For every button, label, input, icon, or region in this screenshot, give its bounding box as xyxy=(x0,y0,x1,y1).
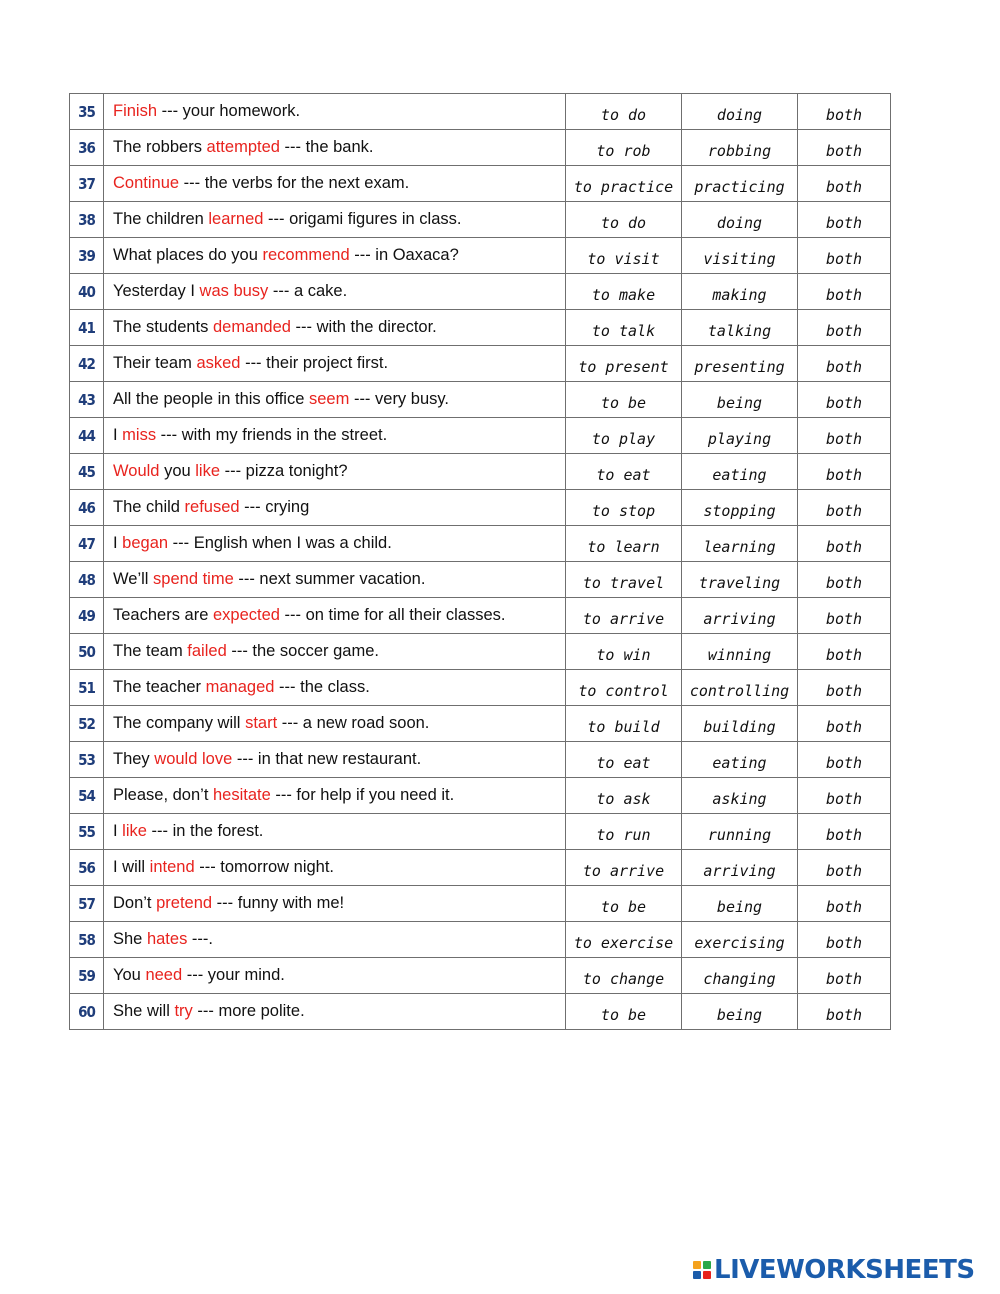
question-sentence xyxy=(104,922,566,958)
option-gerund[interactable]: eating xyxy=(682,742,798,778)
highlighted-verb: was busy xyxy=(199,282,269,300)
logo-square xyxy=(703,1271,711,1279)
question-number: 60 xyxy=(70,994,104,1030)
option-infinitive[interactable]: to talk xyxy=(566,310,682,346)
question-sentence xyxy=(104,598,566,634)
question-sentence xyxy=(104,490,566,526)
highlighted-verb: miss xyxy=(122,426,157,444)
option-infinitive[interactable]: to stop xyxy=(566,490,682,526)
question-row xyxy=(70,886,891,922)
option-infinitive[interactable]: to arrive xyxy=(566,598,682,634)
option-both[interactable]: both xyxy=(798,634,891,670)
option-infinitive[interactable]: to do xyxy=(566,94,682,130)
option-gerund[interactable]: being xyxy=(682,886,798,922)
highlighted-verb: attempted xyxy=(206,138,280,156)
question-sentence xyxy=(104,634,566,670)
sentence-text: --- a cake. xyxy=(268,282,348,300)
question-sentence xyxy=(104,202,566,238)
question-sentence xyxy=(104,274,566,310)
option-infinitive[interactable]: to be xyxy=(566,382,682,418)
question-row xyxy=(70,202,891,238)
option-both[interactable]: both xyxy=(798,778,891,814)
option-both[interactable]: both xyxy=(798,238,891,274)
question-row xyxy=(70,634,891,670)
option-gerund[interactable]: controlling xyxy=(682,670,798,706)
option-infinitive[interactable]: to run xyxy=(566,814,682,850)
option-both[interactable]: both xyxy=(798,598,891,634)
sentence-text: They xyxy=(113,750,155,768)
question-sentence xyxy=(104,346,566,382)
highlighted-verb: refused xyxy=(184,498,240,516)
question-sentence xyxy=(104,382,566,418)
question-number: 39 xyxy=(70,238,104,274)
option-infinitive[interactable]: to practice xyxy=(566,166,682,202)
liveworksheets-logo-icon xyxy=(693,1261,711,1279)
sentence-text: The company will xyxy=(113,714,246,732)
option-gerund[interactable]: building xyxy=(682,706,798,742)
question-number: 37 xyxy=(70,166,104,202)
question-sentence xyxy=(104,94,566,130)
sentence-text: --- funny with me! xyxy=(212,894,345,912)
option-both[interactable]: both xyxy=(798,418,891,454)
question-sentence xyxy=(104,814,566,850)
option-both[interactable]: both xyxy=(798,670,891,706)
option-gerund[interactable]: doing xyxy=(682,94,798,130)
option-both[interactable]: both xyxy=(798,526,891,562)
highlighted-verb: would love xyxy=(154,750,233,768)
question-number: 57 xyxy=(70,886,104,922)
sentence-text: --- in the forest. xyxy=(146,822,264,840)
sentence-text: --- very busy. xyxy=(349,390,449,408)
option-gerund[interactable]: exercising xyxy=(682,922,798,958)
option-gerund[interactable]: arriving xyxy=(682,598,798,634)
question-number: 36 xyxy=(70,130,104,166)
sentence-text: --- next summer vacation. xyxy=(233,570,426,588)
highlighted-verb: try xyxy=(174,1002,193,1020)
sentence-text: You xyxy=(113,966,146,984)
option-both[interactable]: both xyxy=(798,706,891,742)
sentence-text: --- with my friends in the street. xyxy=(156,426,388,444)
question-number: 45 xyxy=(70,454,104,490)
option-gerund[interactable]: running xyxy=(682,814,798,850)
sentence-text: The children xyxy=(113,210,209,228)
option-both[interactable]: both xyxy=(798,958,891,994)
question-sentence xyxy=(104,886,566,922)
option-infinitive[interactable]: to be xyxy=(566,994,682,1030)
option-gerund[interactable]: winning xyxy=(682,634,798,670)
highlighted-verb: Continue xyxy=(113,174,180,192)
sentence-text: I xyxy=(113,426,123,444)
sentence-text: Yesterday I xyxy=(113,282,200,300)
question-row xyxy=(70,670,891,706)
option-infinitive[interactable]: to be xyxy=(566,886,682,922)
question-row xyxy=(70,130,891,166)
sentence-text: --- their project first. xyxy=(240,354,389,372)
sentence-text: Don’t xyxy=(113,894,157,912)
highlighted-verb: intend xyxy=(149,858,195,876)
option-infinitive[interactable]: to control xyxy=(566,670,682,706)
question-number: 52 xyxy=(70,706,104,742)
option-both[interactable]: both xyxy=(798,490,891,526)
question-row xyxy=(70,526,891,562)
question-number: 40 xyxy=(70,274,104,310)
option-gerund[interactable]: playing xyxy=(682,418,798,454)
sentence-text: --- pizza tonight? xyxy=(220,462,348,480)
option-infinitive[interactable]: to arrive xyxy=(566,850,682,886)
sentence-text: ---. xyxy=(187,930,213,948)
question-sentence xyxy=(104,418,566,454)
highlighted-verb: learned xyxy=(208,210,264,228)
option-both[interactable]: both xyxy=(798,562,891,598)
sentence-text: The team xyxy=(113,642,188,660)
question-number: 54 xyxy=(70,778,104,814)
highlighted-verb: start xyxy=(245,714,278,732)
highlighted-verb: need xyxy=(145,966,183,984)
option-both[interactable]: both xyxy=(798,130,891,166)
option-gerund[interactable]: eating xyxy=(682,454,798,490)
question-row xyxy=(70,598,891,634)
sentence-text: --- your homework. xyxy=(157,102,301,120)
option-gerund[interactable]: learning xyxy=(682,526,798,562)
question-number: 55 xyxy=(70,814,104,850)
question-row xyxy=(70,238,891,274)
option-infinitive[interactable]: to present xyxy=(566,346,682,382)
option-both[interactable]: both xyxy=(798,382,891,418)
question-number: 59 xyxy=(70,958,104,994)
highlighted-verb: Would xyxy=(113,462,160,480)
question-number: 53 xyxy=(70,742,104,778)
sentence-text: --- your mind. xyxy=(182,966,285,984)
highlighted-verb: Finish xyxy=(113,102,158,120)
sentence-text: you xyxy=(159,462,196,480)
question-number: 56 xyxy=(70,850,104,886)
question-number: 43 xyxy=(70,382,104,418)
sentence-text: She xyxy=(113,930,147,948)
question-number: 38 xyxy=(70,202,104,238)
sentence-text: --- tomorrow night. xyxy=(194,858,335,876)
question-sentence xyxy=(104,958,566,994)
exercise-table xyxy=(69,93,891,1030)
highlighted-verb: hates xyxy=(146,930,188,948)
option-gerund[interactable]: stopping xyxy=(682,490,798,526)
question-row xyxy=(70,994,891,1030)
highlighted-verb: failed xyxy=(187,642,227,660)
question-row xyxy=(70,814,891,850)
question-sentence xyxy=(104,994,566,1030)
question-sentence xyxy=(104,130,566,166)
sentence-text: The child xyxy=(113,498,185,516)
question-sentence xyxy=(104,742,566,778)
sentence-text: --- in Oaxaca? xyxy=(349,246,459,264)
option-infinitive[interactable]: to play xyxy=(566,418,682,454)
option-gerund[interactable]: talking xyxy=(682,310,798,346)
question-sentence xyxy=(104,850,566,886)
question-row xyxy=(70,778,891,814)
logo-text: LIVEWORKSHEETS xyxy=(714,1255,975,1285)
sentence-text: Their team xyxy=(113,354,197,372)
question-number: 48 xyxy=(70,562,104,598)
sentence-text: I will xyxy=(113,858,150,876)
option-gerund[interactable]: traveling xyxy=(682,562,798,598)
sentence-text: All the people in this office xyxy=(113,390,309,408)
sentence-text: --- origami figures in class. xyxy=(263,210,462,228)
question-number: 35 xyxy=(70,94,104,130)
highlighted-verb: like xyxy=(195,462,221,480)
highlighted-verb: like xyxy=(122,822,147,840)
highlighted-verb: expected xyxy=(212,606,280,624)
question-sentence xyxy=(104,310,566,346)
question-number: 46 xyxy=(70,490,104,526)
option-both[interactable]: both xyxy=(798,742,891,778)
option-both[interactable]: both xyxy=(798,994,891,1030)
option-both[interactable]: both xyxy=(798,310,891,346)
option-both[interactable]: both xyxy=(798,202,891,238)
logo-square xyxy=(693,1271,701,1279)
question-number: 42 xyxy=(70,346,104,382)
sentence-text: --- the bank. xyxy=(279,138,374,156)
question-number: 49 xyxy=(70,598,104,634)
highlighted-verb: seem xyxy=(309,390,350,408)
sentence-text: --- the class. xyxy=(274,678,370,696)
highlighted-verb: hesitate xyxy=(212,786,271,804)
option-gerund[interactable]: visiting xyxy=(682,238,798,274)
logo-square xyxy=(703,1261,711,1269)
question-row xyxy=(70,562,891,598)
option-infinitive[interactable]: to build xyxy=(566,706,682,742)
option-infinitive[interactable]: to eat xyxy=(566,454,682,490)
question-row xyxy=(70,922,891,958)
highlighted-verb: asked xyxy=(196,354,241,372)
sentence-text: --- for help if you need it. xyxy=(270,786,455,804)
option-gerund[interactable]: being xyxy=(682,994,798,1030)
option-infinitive[interactable]: to exercise xyxy=(566,922,682,958)
sentence-text: --- in that new restaurant. xyxy=(232,750,422,768)
question-row xyxy=(70,382,891,418)
sentence-text: --- English when I was a child. xyxy=(168,534,392,552)
option-infinitive[interactable]: to rob xyxy=(566,130,682,166)
question-row xyxy=(70,310,891,346)
option-infinitive[interactable]: to ask xyxy=(566,778,682,814)
option-gerund[interactable]: making xyxy=(682,274,798,310)
question-number: 58 xyxy=(70,922,104,958)
option-gerund[interactable]: being xyxy=(682,382,798,418)
sentence-text: The students xyxy=(113,318,213,336)
highlighted-verb: pretend xyxy=(156,894,213,912)
exercise-rows xyxy=(70,94,891,1030)
sentence-text: --- on time for all their classes. xyxy=(279,606,506,624)
sentence-text: I xyxy=(113,534,123,552)
question-sentence xyxy=(104,166,566,202)
option-infinitive[interactable]: to make xyxy=(566,274,682,310)
option-infinitive[interactable]: to win xyxy=(566,634,682,670)
sentence-text: --- the soccer game. xyxy=(226,642,379,660)
sentence-text: I xyxy=(113,822,123,840)
question-sentence xyxy=(104,526,566,562)
option-gerund[interactable]: asking xyxy=(682,778,798,814)
question-sentence xyxy=(104,562,566,598)
highlighted-verb: managed xyxy=(205,678,275,696)
sentence-text: Teachers are xyxy=(113,606,213,624)
highlighted-verb: began xyxy=(122,534,169,552)
option-infinitive[interactable]: to learn xyxy=(566,526,682,562)
option-infinitive[interactable]: to visit xyxy=(566,238,682,274)
question-sentence xyxy=(104,670,566,706)
liveworksheets-logo xyxy=(693,1256,975,1284)
sentence-text: --- the verbs for the next exam. xyxy=(179,174,410,192)
sentence-text: The teacher xyxy=(113,678,206,696)
question-sentence xyxy=(104,778,566,814)
question-row xyxy=(70,706,891,742)
sentence-text: --- more polite. xyxy=(192,1002,305,1020)
question-row xyxy=(70,958,891,994)
option-both[interactable]: both xyxy=(798,454,891,490)
option-both[interactable]: both xyxy=(798,94,891,130)
sentence-text: What places do you xyxy=(113,246,263,264)
highlighted-verb: recommend xyxy=(262,246,350,264)
question-number: 47 xyxy=(70,526,104,562)
question-sentence xyxy=(104,706,566,742)
sentence-text: --- crying xyxy=(239,498,310,516)
question-sentence xyxy=(104,454,566,490)
question-row xyxy=(70,166,891,202)
question-row xyxy=(70,742,891,778)
question-number: 50 xyxy=(70,634,104,670)
option-infinitive[interactable]: to do xyxy=(566,202,682,238)
logo-square xyxy=(693,1261,701,1269)
sentence-text: She will xyxy=(113,1002,175,1020)
highlighted-verb: spend time xyxy=(153,570,234,588)
question-row xyxy=(70,454,891,490)
highlighted-verb: demanded xyxy=(212,318,291,336)
question-row xyxy=(70,274,891,310)
question-number: 44 xyxy=(70,418,104,454)
option-gerund[interactable]: robbing xyxy=(682,130,798,166)
option-both[interactable]: both xyxy=(798,274,891,310)
question-row xyxy=(70,418,891,454)
question-row xyxy=(70,850,891,886)
option-infinitive[interactable]: to change xyxy=(566,958,682,994)
sentence-text: --- with the director. xyxy=(290,318,437,336)
option-gerund[interactable]: doing xyxy=(682,202,798,238)
sentence-text: The robbers xyxy=(113,138,207,156)
question-row xyxy=(70,94,891,130)
option-infinitive[interactable]: to travel xyxy=(566,562,682,598)
option-gerund[interactable]: presenting xyxy=(682,346,798,382)
question-row xyxy=(70,346,891,382)
option-both[interactable]: both xyxy=(798,922,891,958)
question-row xyxy=(70,490,891,526)
question-number: 41 xyxy=(70,310,104,346)
option-both[interactable]: both xyxy=(798,814,891,850)
sentence-text: --- a new road soon. xyxy=(277,714,430,732)
question-number: 51 xyxy=(70,670,104,706)
option-both[interactable]: both xyxy=(798,346,891,382)
sentence-text: Please, don’t xyxy=(113,786,213,804)
option-gerund[interactable]: arriving xyxy=(682,850,798,886)
option-both[interactable]: both xyxy=(798,886,891,922)
option-gerund[interactable]: changing xyxy=(682,958,798,994)
sentence-text: We’ll xyxy=(113,570,154,588)
option-both[interactable]: both xyxy=(798,850,891,886)
option-both[interactable]: both xyxy=(798,166,891,202)
option-infinitive[interactable]: to eat xyxy=(566,742,682,778)
option-gerund[interactable]: practicing xyxy=(682,166,798,202)
question-sentence xyxy=(104,238,566,274)
